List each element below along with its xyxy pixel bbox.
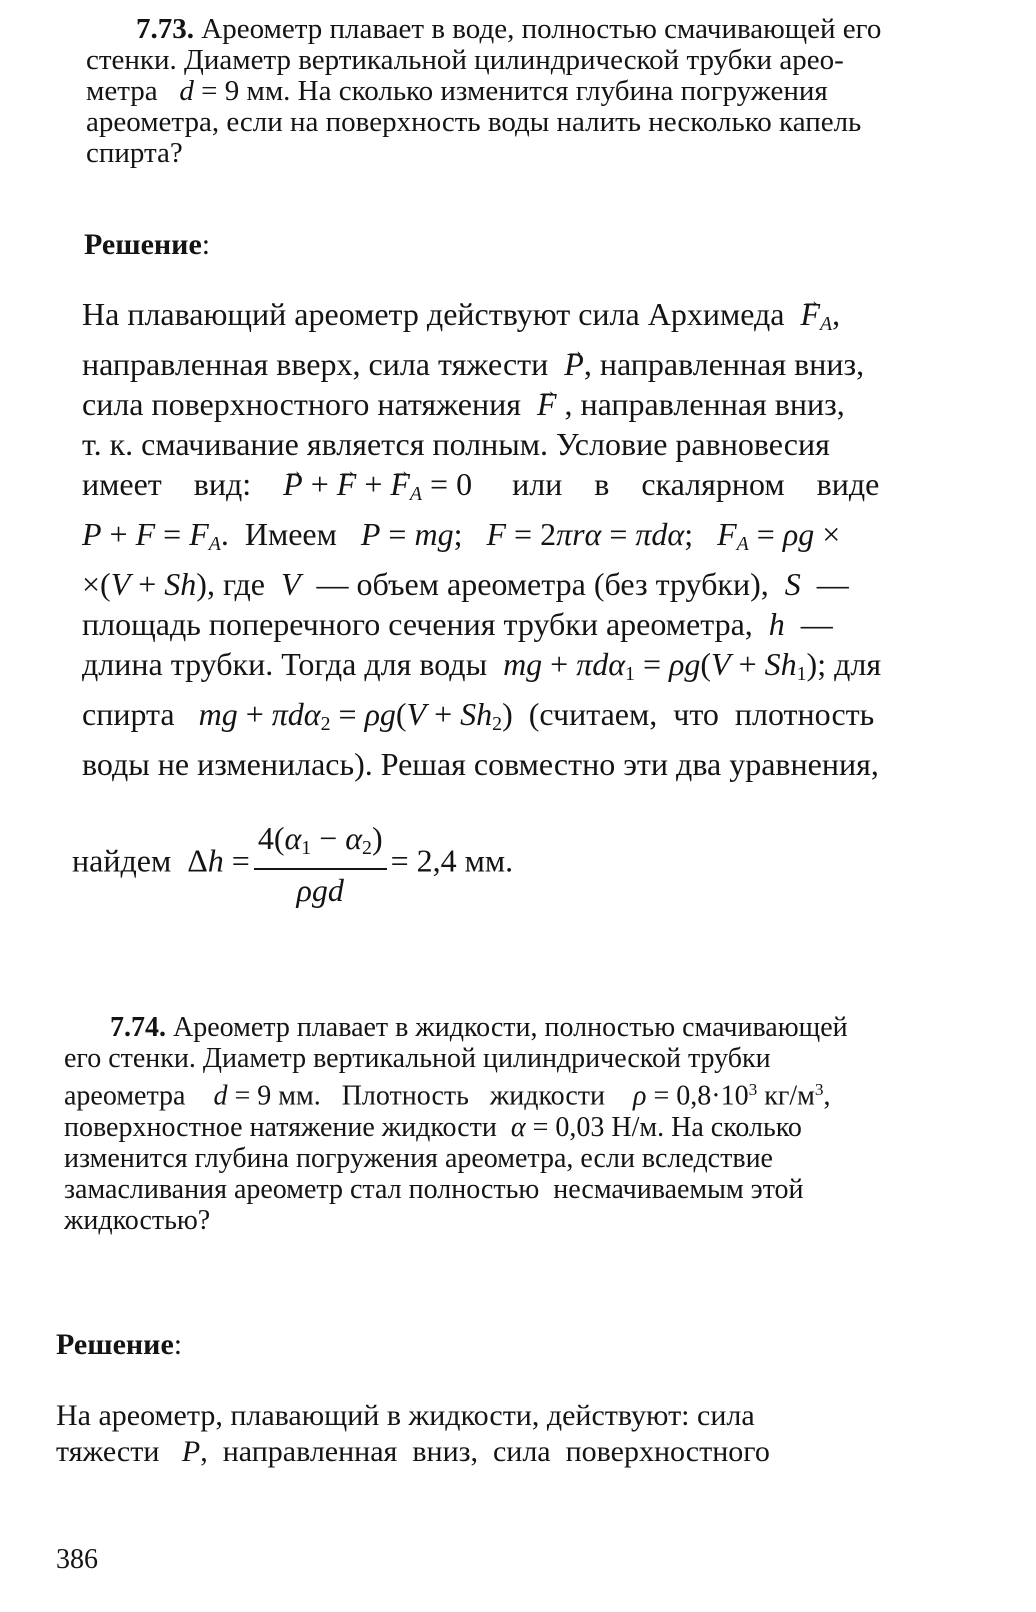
problem-text-line: ареометра, если на поверхность воды налить несколько капель	[86, 106, 862, 138]
solution-text-line: тяжести P, направленная вниз, сила поверхностного	[56, 1435, 770, 1468]
answer-value: 2,4 мм.	[416, 842, 514, 879]
solution-text-line: воды не изменилась). Решая совместно эти два уравнения,	[82, 745, 879, 782]
problem-text-line: замасливания ареометр стал полностью несмачиваемым этой	[64, 1173, 804, 1205]
solution-text-line: длина трубки. Тогда для воды mg + $\pi d\alpha_1 = \rho g(V + Sh_1)$; для	[82, 645, 882, 685]
solution-text-line: На плавающий ареометр действуют сила Архимеда → $F_A$,	[82, 294, 992, 344]
problem-text-line: поверхностное натяжение жидкости α = 0,03 Н/м. На сколько	[64, 1111, 802, 1143]
solution-text-line: направленная вверх, сила тяжести → P, направленная вниз,	[82, 344, 992, 384]
problem-text-line: стенки. Диаметр вертикальной цилиндрической трубки арео-	[86, 44, 844, 76]
fraction: $\frac{4(\alpha_1 - \alpha_2)}{\text{ρgd}}$	[254, 818, 387, 910]
solution-text-line: $P + F = F_A$. Имеем P = mg; F = 2πrα = πdα; $F_A = \rho g$ ×	[82, 515, 841, 555]
problem-number: 7.74.	[110, 1012, 166, 1043]
solution-text-line: сила поверхностного натяжения → F , направленная вниз,	[82, 384, 992, 424]
problem-text-line: ареометра d = 9 мм. Плотность жидкости $\rho = 0,8\cdot 10^3$ $кг/м^3$,	[64, 1080, 831, 1112]
problem-text-line: изменится глубина погружения ареометра, если вследствие	[64, 1142, 773, 1174]
solution-7-73	[82, 294, 992, 784]
problem-number: 7.73.	[136, 13, 194, 45]
problem-text-line: метра d = 9 мм. На сколько изменится глубина погружения	[86, 75, 828, 107]
solution-text-line: площадь поперечного сечения трубки ареометра, h —	[82, 605, 833, 642]
result-formula: найдем Δh = $\frac{4(\alpha_1 - \alpha_2)}{\text{ρgd}}$ = 2,4 мм.	[72, 820, 514, 908]
problem-text-line: спирта?	[86, 137, 183, 169]
problem-7-73	[86, 14, 992, 169]
solution-7-74	[56, 1398, 966, 1470]
problem-text-line: жидкостью?	[64, 1204, 211, 1236]
problem-text-line: 7.73. Ареометр плавает в воде, полностью смачивающей его	[136, 13, 882, 45]
solution-heading: Решение:	[84, 228, 211, 261]
solution-text-line: На ареометр, плавающий в жидкости, действуют: сила	[56, 1399, 755, 1432]
problem-text-line: его стенки. Диаметр вертикальной цилиндрической трубки	[64, 1043, 771, 1074]
solution-heading: Решение:	[56, 1328, 183, 1361]
page-number: 386	[56, 1544, 98, 1575]
solution-text-line: т. к. смачивание является полным. Условие равновесия	[82, 425, 830, 462]
problem-text-line: 7.74. Ареометр плавает в жидкости, полностью смачивающей	[110, 1012, 848, 1043]
problem-7-74	[64, 1012, 970, 1236]
solution-text-line: имеет вид: → P + → F + → $F_A = 0$ или в скалярном виде	[82, 464, 992, 514]
solution-text-line: ×(V + Sh), где V — объем ареометра (без трубки), S —	[82, 565, 849, 602]
solution-text-line: спирта mg + $\pi d\alpha_2 = \rho g(V + Sh_2)$ (считаем, что плотность	[82, 695, 875, 735]
